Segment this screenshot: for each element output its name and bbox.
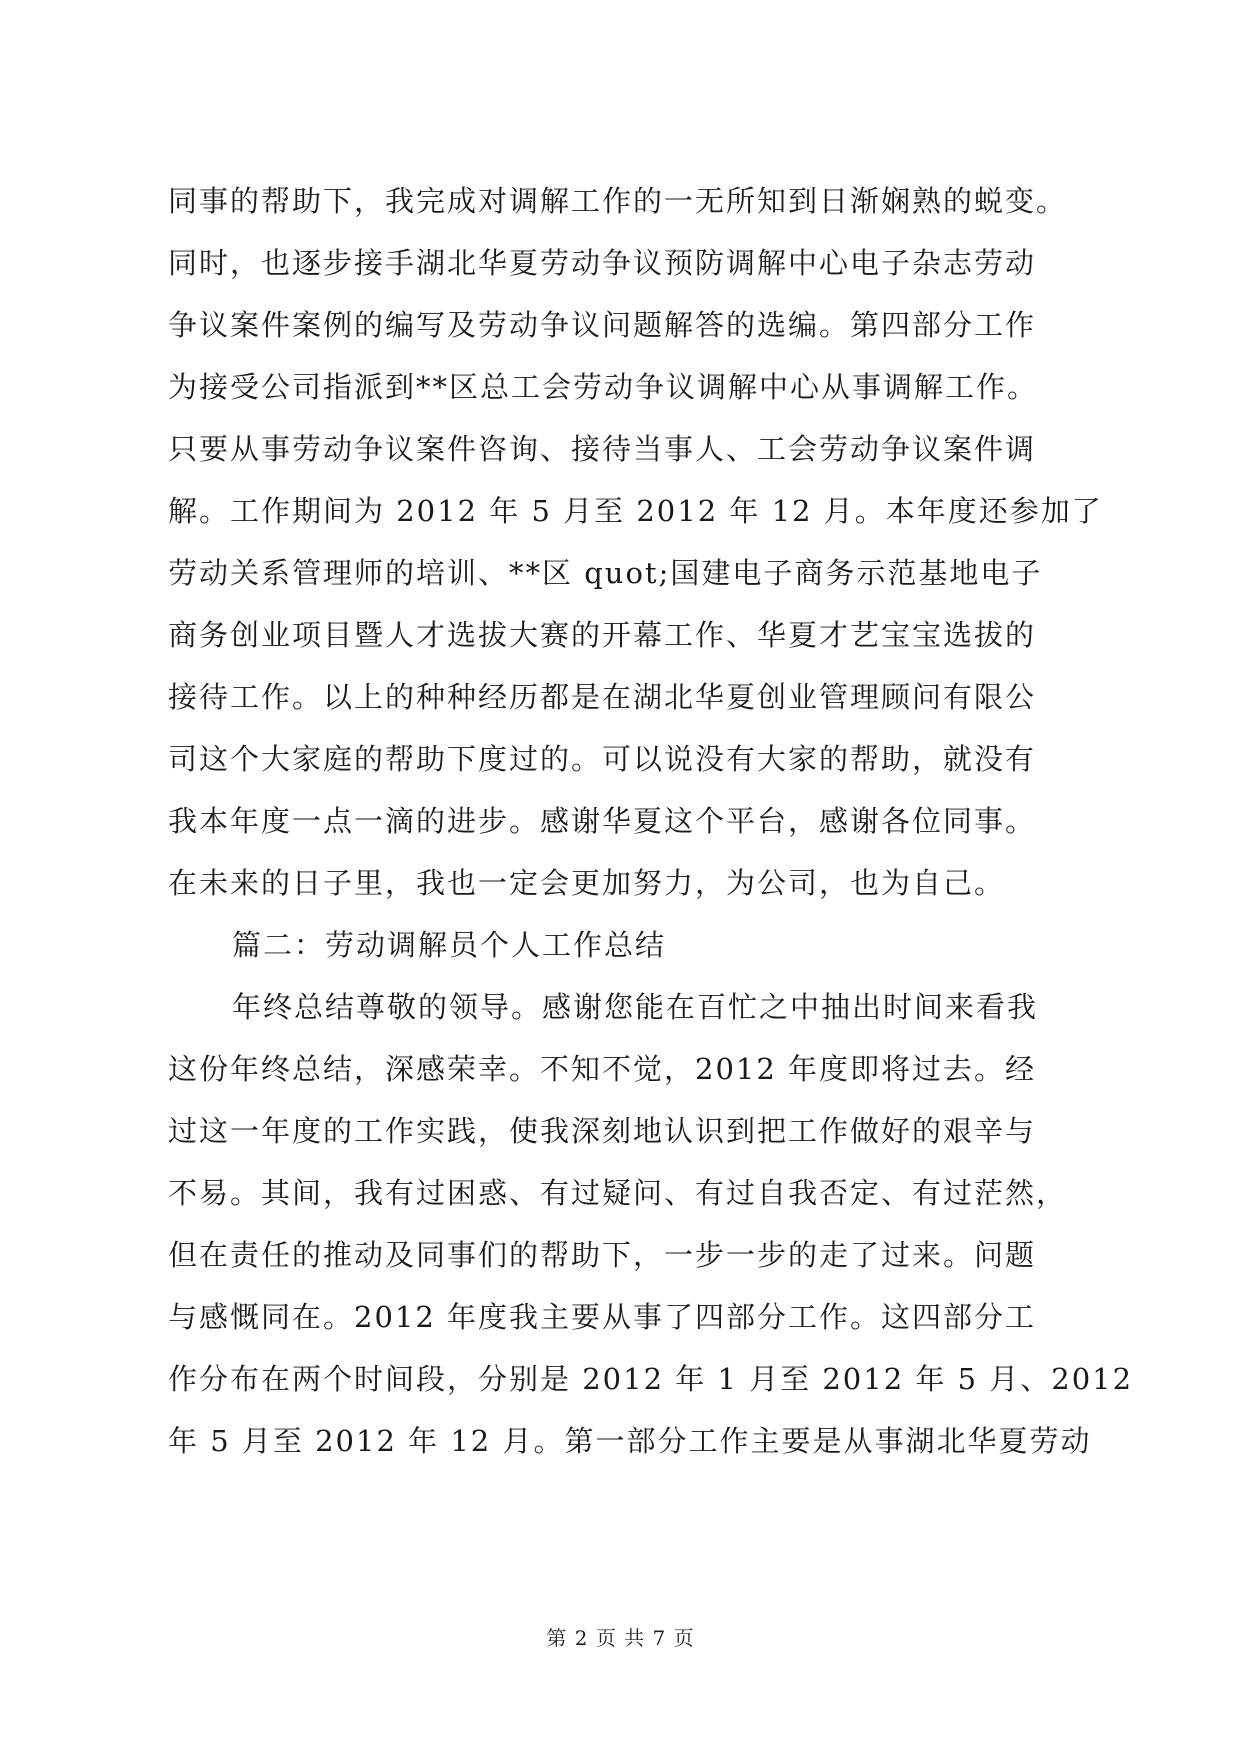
text-line-10: 司这个大家庭的帮助下度过的。可以说没有大家的帮助，就没有 <box>168 742 1037 776</box>
text-line-21: 年 5 月至 2012 年 12 月。第一部分工作主要是从事湖北华夏劳动 <box>168 1424 1092 1458</box>
text-line-2: 同时，也逐步接手湖北华夏劳动争议预防调解中心电子杂志劳动 <box>168 246 1037 280</box>
text-line-5: 只要从事劳动争议案件咨询、接待当事人、工会劳动争议案件调 <box>168 432 1037 466</box>
text-line-12: 在未来的日子里，我也一定会更加努力，为公司，也为自己。 <box>168 866 1006 900</box>
body-text <box>168 170 1134 1472</box>
text-line-14: 年终总结尊敬的领导。感谢您能在百忙之中抽出时间来看我 <box>232 990 1039 1024</box>
page-footer: 第 2 页 共 7 页 <box>546 1626 695 1650</box>
section-heading: 篇二：劳动调解员个人工作总结 <box>232 928 667 962</box>
text-line-19: 与感慨同在。2012 年度我主要从事了四部分工作。这四部分工 <box>168 1300 1037 1334</box>
text-line-9: 接待工作。以上的种种经历都是在湖北华夏创业管理顾问有限公 <box>168 680 1037 714</box>
text-line-16: 过这一年度的工作实践，使我深刻地认识到把工作做好的艰辛与 <box>168 1114 1037 1148</box>
text-line-4: 为接受公司指派到**区总工会劳动争议调解中心从事调解工作。 <box>168 370 1039 404</box>
text-line-11: 我本年度一点一滴的进步。感谢华夏这个平台，感谢各位同事。 <box>168 804 1037 838</box>
text-line-20: 作分布在两个时间段，分别是 2012 年 1 月至 2012 年 5 月、2012 <box>168 1362 1134 1396</box>
text-line-18: 但在责任的推动及同事们的帮助下，一步一步的走了过来。问题 <box>168 1238 1037 1272</box>
text-line-15: 这份年终总结，深感荣幸。不知不觉，2012 年度即将过去。经 <box>168 1052 1037 1086</box>
text-line-8: 商务创业项目暨人才选拔大赛的开幕工作、华夏才艺宝宝选拔的 <box>168 618 1037 652</box>
text-line-17: 不易。其间，我有过困惑、有过疑问、有过自我否定、有过茫然， <box>168 1176 1068 1210</box>
text-line-6: 解。工作期间为 2012 年 5 月至 2012 年 12 月。本年度还参加了 <box>168 494 1103 528</box>
text-line-7: 劳动关系管理师的培训、**区 quot;国建电子商务示范基地电子 <box>168 556 1043 590</box>
text-line-1: 同事的帮助下，我完成对调解工作的一无所知到日渐娴熟的蜕变。 <box>168 184 1068 218</box>
text-line-3: 争议案件案例的编写及劳动争议问题解答的选编。第四部分工作 <box>168 308 1037 342</box>
